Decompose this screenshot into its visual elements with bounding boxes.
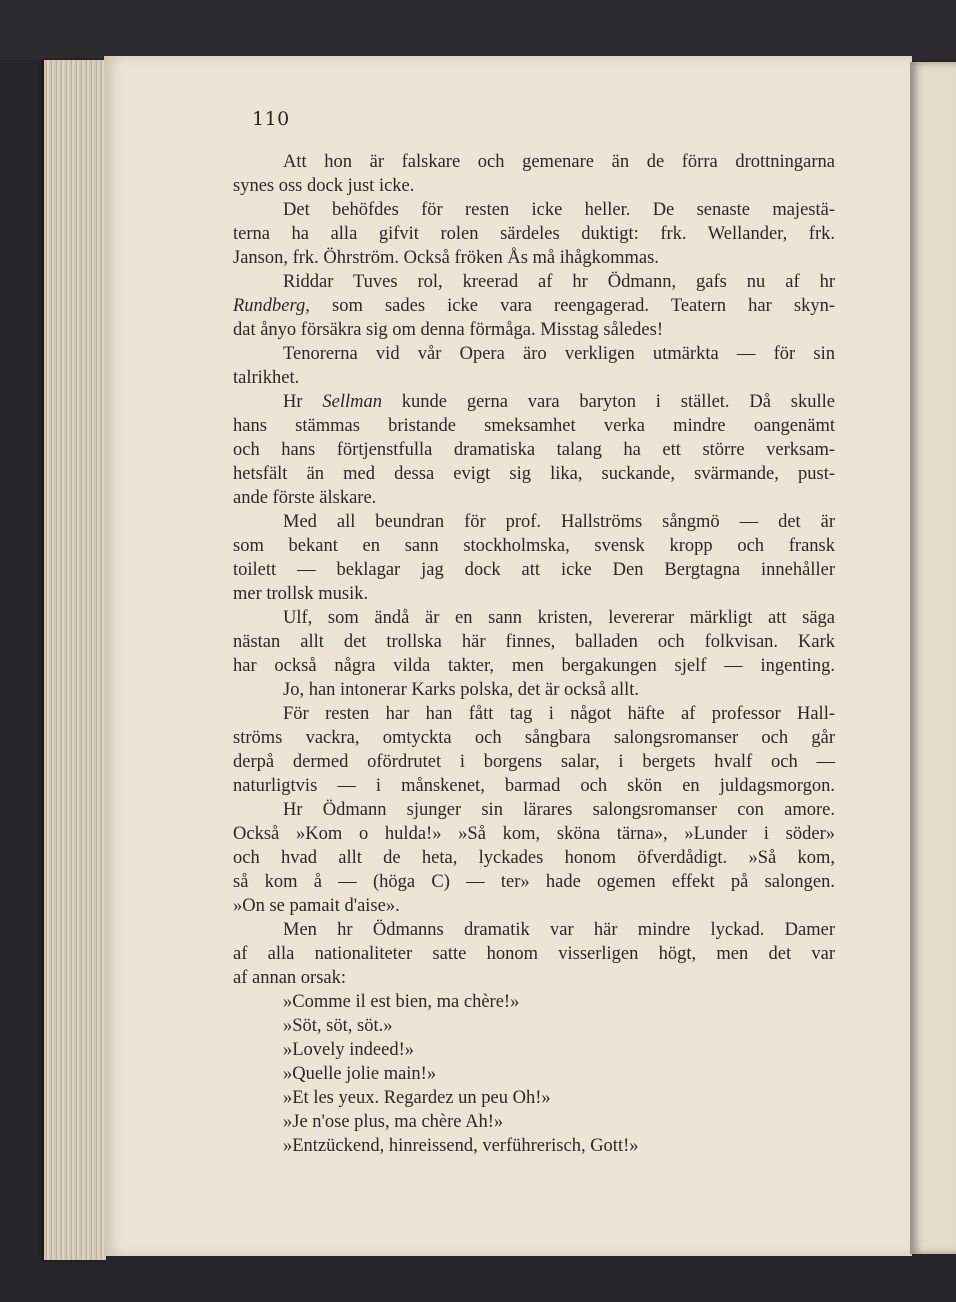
text-line: »Et les yeux. Regardez un peu Oh!» bbox=[283, 1088, 551, 1108]
text-line: Att hon är falskare och gemenare än de förra drottningarna bbox=[283, 152, 835, 172]
text-line: hans stämmas bristande smeksamhet verka mindre oangenämt bbox=[233, 416, 835, 436]
text-line: ströms vackra, omtyckta och sångbara salongsromanser och går bbox=[233, 728, 835, 748]
page-number: 110 bbox=[252, 108, 290, 130]
text-line: toilett — beklagar jag dock att icke Den Bergtagna innehåller bbox=[233, 560, 835, 580]
text-line: Ulf, som ändå är en sann kristen, levererar märkligt att säga bbox=[283, 608, 835, 628]
text-line: nästan allt det trollska här finnes, balladen och folkvisan. Kark bbox=[233, 632, 835, 652]
text-line: derpå dermed ofördrutet i borgens salar, i bergets hvalf och — bbox=[233, 752, 835, 772]
text-line: »Comme il est bien, ma chère!» bbox=[283, 992, 520, 1012]
text-line: har också några vilda takter, men bergakungen sjelf — ingenting. bbox=[233, 656, 835, 676]
text-line: Jo, han intonerar Karks polska, det är också allt. bbox=[283, 680, 640, 700]
text-line: Tenorerna vid vår Opera äro verkligen utmärkta — för sin bbox=[283, 344, 835, 364]
text-line: och hans förtjenstfulla dramatiska talang ha ett större verksam- bbox=[233, 440, 835, 460]
text-line: af alla nationaliteter satte honom visserligen högt, men det var bbox=[233, 944, 835, 964]
text-line: Riddar Tuves rol, kreerad af hr Ödmann, gafs nu af hr bbox=[283, 272, 835, 292]
text-line: »On se pamait d'aise». bbox=[233, 896, 400, 916]
text-line: hetsfält än med dessa evigt sig lika, suckande, svärmande, pust- bbox=[233, 464, 835, 484]
text-line: »Lovely indeed!» bbox=[283, 1040, 414, 1060]
text-line: Hr Sellman kunde gerna vara baryton i stället. Då skulle bbox=[283, 392, 835, 412]
text-line: Men hr Ödmanns dramatik var här mindre lyckad. Damer bbox=[283, 920, 835, 940]
text-line: För resten har han fått tag i något häfte af professor Hall- bbox=[283, 704, 835, 724]
facing-page-edge bbox=[910, 62, 956, 1254]
background-top bbox=[0, 0, 956, 60]
text-line: »Söt, söt, söt.» bbox=[283, 1016, 393, 1036]
text-line: Janson, frk. Öhrström. Också fröken Ås må ihågkommas. bbox=[233, 248, 659, 268]
text-line: »Entzückend, hinreissend, verführerisch, Gott!» bbox=[283, 1136, 639, 1156]
text-line: »Je n'ose plus, ma chère Ah!» bbox=[283, 1112, 504, 1132]
text-line: »Quelle jolie main!» bbox=[283, 1064, 437, 1084]
text-line: Det behöfdes för resten icke heller. De senaste majestä- bbox=[283, 200, 835, 220]
body-text bbox=[233, 150, 835, 1158]
text-line: ande förste älskare. bbox=[233, 488, 377, 508]
text-line: och hvad allt de heta, lyckades honom öfverdådigt. »Så kom, bbox=[233, 848, 835, 868]
text-line: synes oss dock just icke. bbox=[233, 176, 415, 196]
text-line: Rundberg, som sades icke vara reengagerad. Teatern har skyn- bbox=[233, 296, 835, 316]
text-line: af annan orsak: bbox=[233, 968, 347, 988]
text-line: så kom å — (höga C) — ter» hade ogemen effekt på salongen. bbox=[233, 872, 835, 892]
text-line: som bekant en sann stockholmska, svensk kropp och fransk bbox=[233, 536, 835, 556]
text-line: naturligtvis — i månskenet, barmad och skön en juldagsmorgon. bbox=[233, 776, 835, 796]
text-line: mer trollsk musik. bbox=[233, 584, 369, 604]
text-line: Med all beundran för prof. Hallströms sångmö — det är bbox=[283, 512, 835, 532]
text-line: dat ånyo försäkra sig om denna förmåga. Misstag således! bbox=[233, 320, 663, 340]
text-line: Också »Kom o hulda!» »Så kom, sköna tärna», »Lunder i söder» bbox=[233, 824, 835, 844]
book-page-edges bbox=[44, 60, 106, 1260]
text-line: talrikhet. bbox=[233, 368, 300, 388]
text-line: terna ha alla gifvit rolen särdeles duktigt: frk. Wellander, frk. bbox=[233, 224, 835, 244]
text-line: Hr Ödmann sjunger sin lärares salongsromanser con amore. bbox=[283, 800, 835, 820]
